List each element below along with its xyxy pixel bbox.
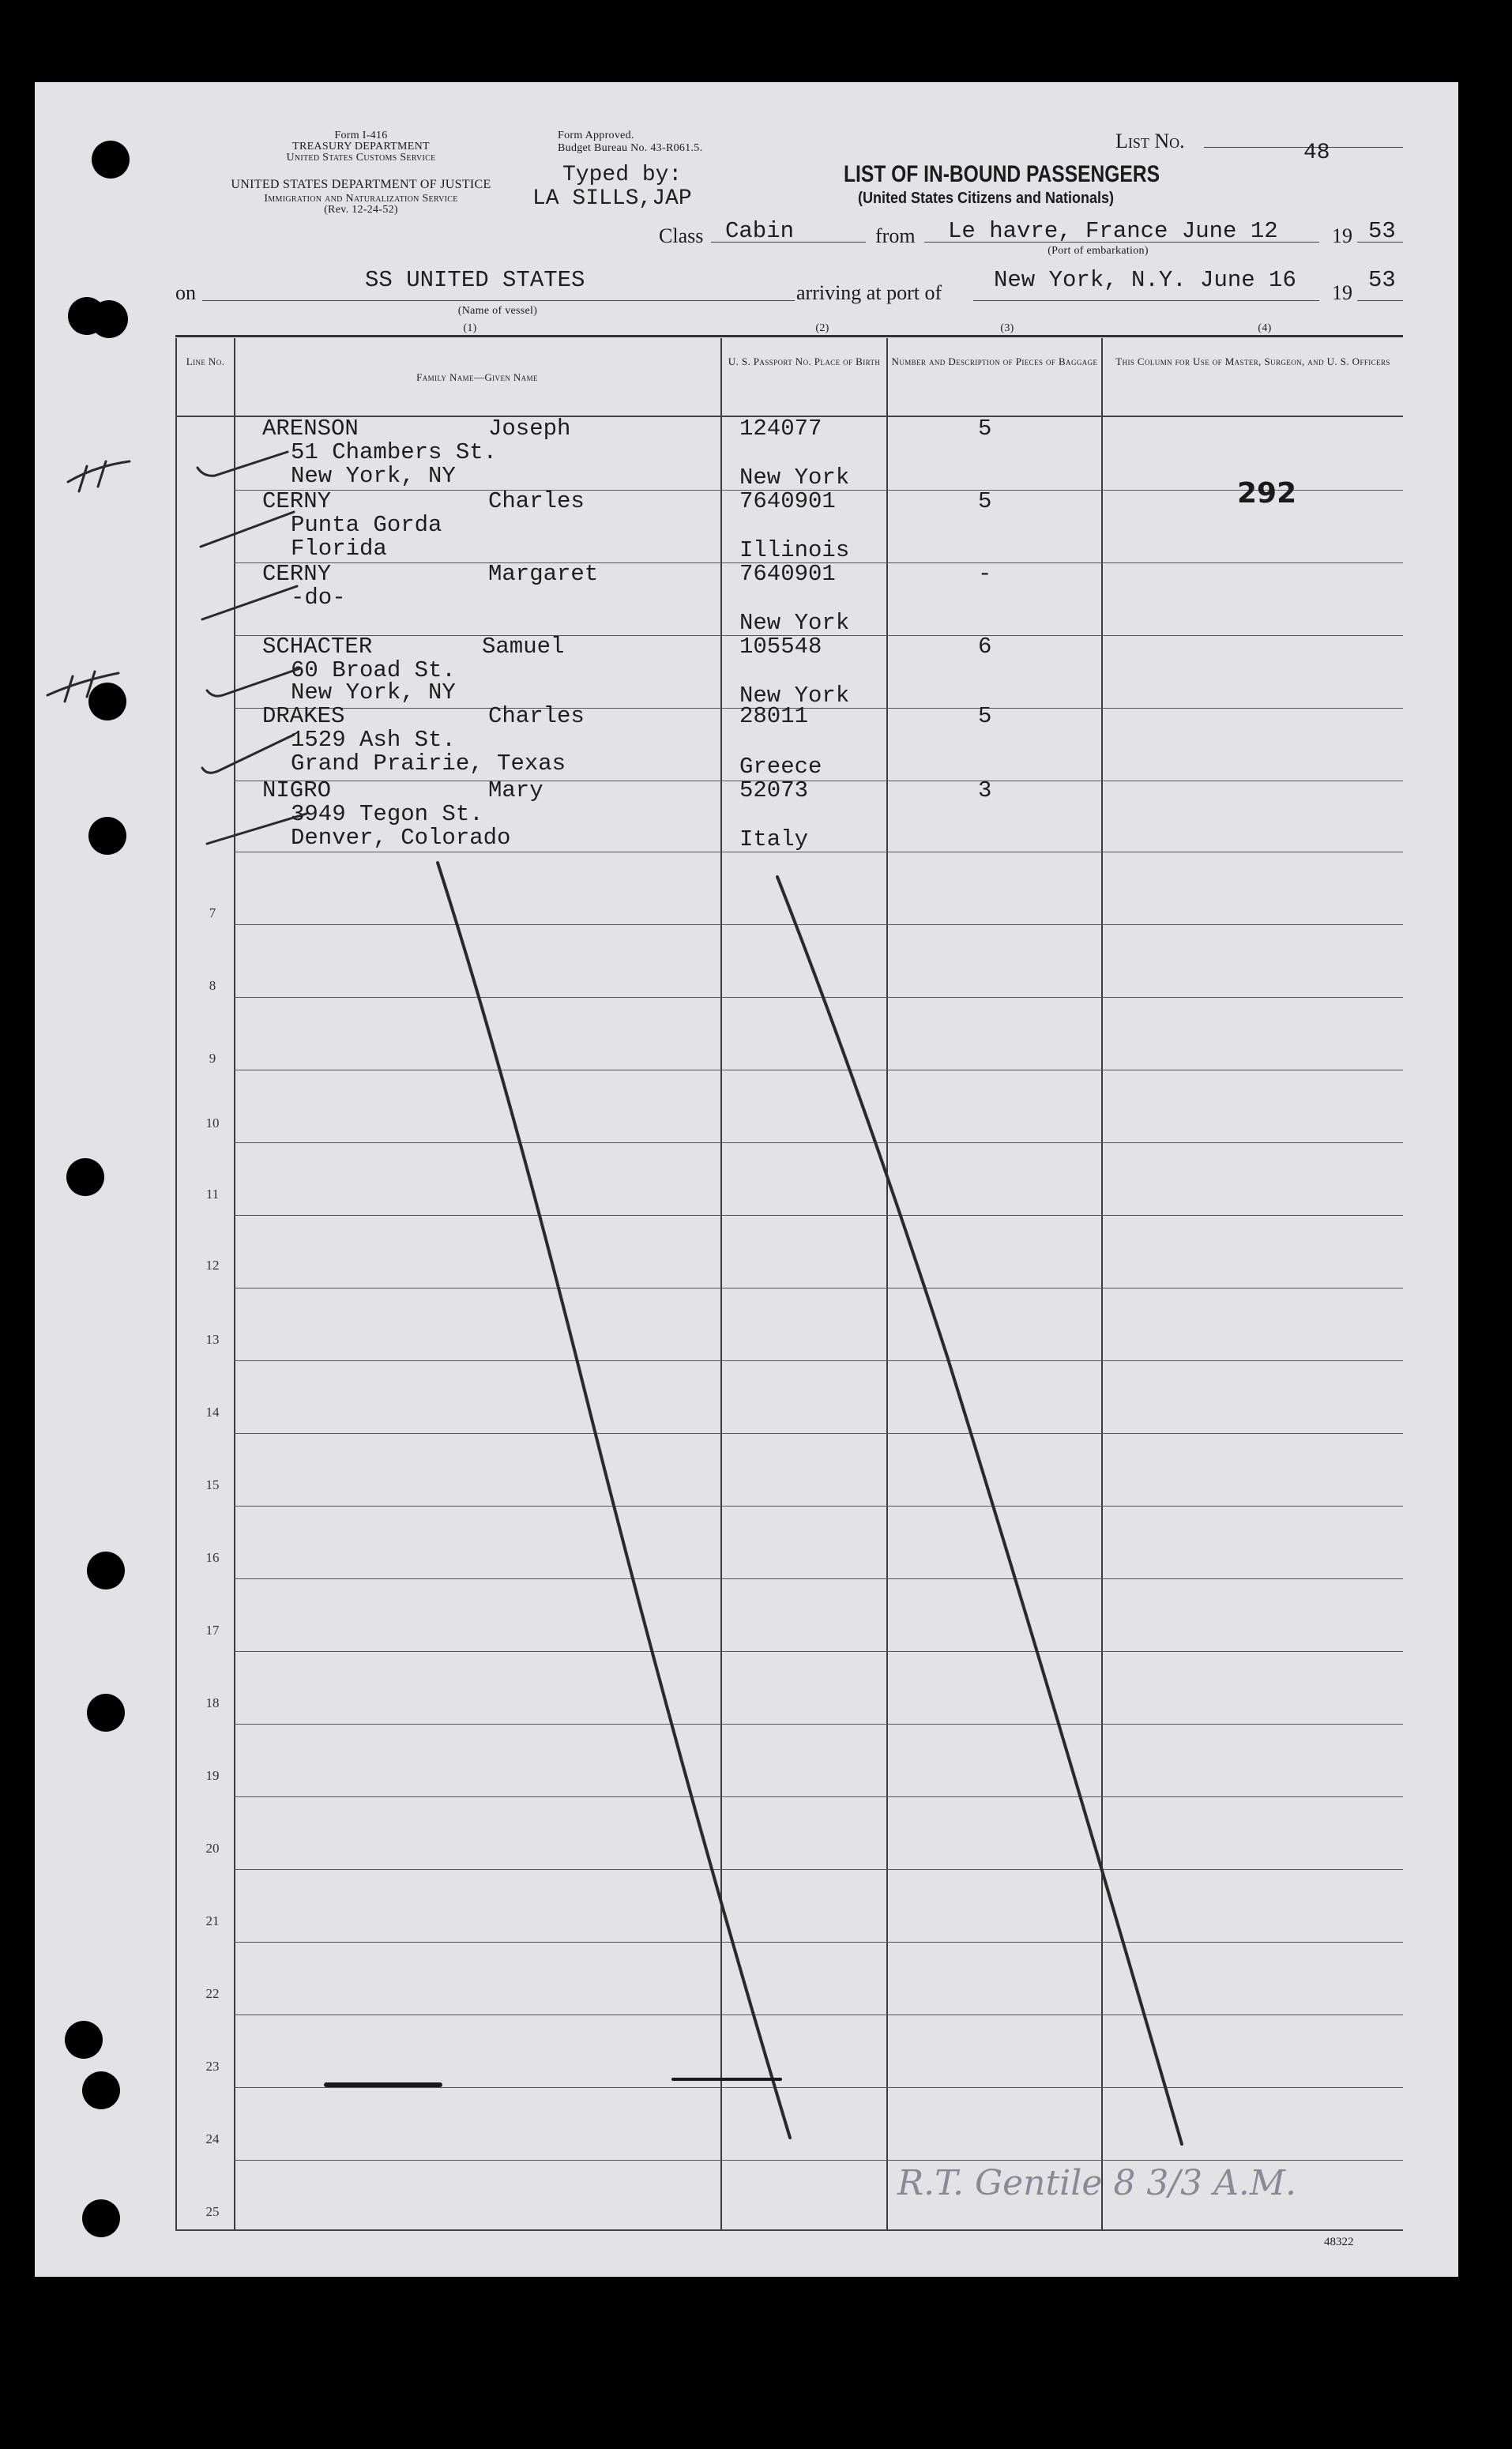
baggage-count: 5 [978, 416, 992, 442]
line-number: 9 [209, 1051, 216, 1066]
row-line [234, 1942, 1403, 1943]
line-number: 8 [209, 978, 216, 993]
passenger-address: 51 Chambers St. [291, 439, 498, 465]
baggage-count: 5 [978, 703, 992, 729]
passenger-family-name: CERNY [262, 488, 332, 514]
line-number: 11 [205, 1187, 220, 1202]
passport-number: 7640901 [739, 488, 836, 514]
passport-number: 7640901 [739, 561, 836, 587]
punch-hole [65, 2021, 103, 2059]
port-embarkation-caption: (Port of embarkation) [1047, 245, 1149, 257]
list-no-value: 48 [1303, 141, 1330, 165]
line-number: 18 [205, 1695, 220, 1710]
baggage-count: - [978, 561, 992, 587]
passenger-address: -do- [291, 585, 346, 611]
baggage-count: 6 [978, 634, 992, 660]
passenger-given-name: Charles [488, 703, 585, 729]
passenger-address: New York, NY [291, 463, 456, 489]
birthplace: New York [739, 465, 850, 491]
from-year: 53 [1368, 218, 1396, 244]
passport-number: 28011 [739, 703, 809, 729]
birthplace: Illinois [739, 537, 850, 563]
arrival-value: New York, N.Y. June 16 [994, 267, 1296, 293]
row-line [234, 2014, 1403, 2015]
on-label: on [175, 281, 196, 304]
col-header-baggage: Number and Description of Pieces of Baggage [891, 356, 1098, 367]
line-number: 16 [205, 1550, 220, 1565]
punch-hole [82, 2199, 120, 2237]
line-number: 15 [205, 1477, 220, 1492]
punch-hole [88, 683, 126, 720]
birthplace: New York [739, 610, 850, 636]
col-number-3: (3) [1000, 322, 1014, 334]
table-top-border [175, 335, 1403, 337]
table-bottom-border [175, 2229, 1403, 2231]
punch-hole [92, 141, 130, 179]
inspector-signature: R.T. Gentile 8 3/3 A.M. [897, 2163, 1296, 2203]
punch-hole [68, 297, 106, 335]
from-value: Le havre, France June 12 [948, 218, 1278, 244]
row-line [234, 1506, 1403, 1507]
col-number-2: (2) [815, 322, 829, 334]
passenger-given-name: Margaret [488, 561, 599, 587]
col-header-name: Family Name—Given Name [416, 371, 538, 383]
passenger-address: 60 Broad St. [291, 657, 456, 683]
arrival-year: 53 [1368, 267, 1396, 293]
form-approved: Form Approved. [558, 130, 634, 141]
passenger-family-name: ARENSON [262, 416, 359, 442]
row-line [234, 1796, 1403, 1797]
arrival-year-prefix: 19 [1332, 281, 1352, 304]
customs-service: United States Customs Service [286, 152, 436, 164]
arrival-year-underline [1357, 300, 1403, 301]
dept-treasury: TREASURY DEPARTMENT [292, 141, 430, 152]
passport-number: 52073 [739, 777, 809, 803]
immigration-service: Immigration and Naturalization Service [264, 193, 458, 205]
form-revision: (Rev. 12-24-52) [324, 204, 398, 216]
baggage-count: 3 [978, 777, 992, 803]
row-line [234, 2087, 1403, 2088]
class-value: Cabin [725, 218, 795, 244]
punch-hole [87, 1552, 125, 1589]
officer-count-mark: 292 [1237, 477, 1297, 510]
passenger-address: New York, NY [291, 679, 456, 705]
row-line [234, 1142, 1403, 1143]
form-footer-code: 48322 [1324, 2236, 1354, 2248]
class-label: Class [659, 224, 704, 247]
line-number: 20 [205, 1841, 220, 1856]
row-line [234, 1724, 1403, 1725]
table-left-border [175, 338, 177, 2229]
line-number: 22 [205, 1986, 220, 2001]
passport-number: 105548 [739, 634, 822, 660]
passenger-address: Denver, Colorado [291, 825, 511, 851]
birthplace: Greece [739, 754, 822, 780]
budget-bureau: Budget Bureau No. 43-R061.5. [558, 142, 703, 154]
vessel-underline [202, 300, 795, 301]
vessel-name: SS UNITED STATES [365, 267, 585, 293]
manifest-page [35, 82, 1458, 2277]
col-header-officers: This Column for Use of Master, Surgeon, and U. S. Officers [1115, 356, 1390, 367]
punch-hole [66, 1158, 104, 1196]
row-line [234, 1433, 1403, 1434]
column-divider [886, 338, 888, 2229]
arriving-label: arriving at port of [796, 281, 942, 304]
passenger-given-name: Samuel [482, 634, 565, 660]
baggage-count: 5 [978, 488, 992, 514]
row-line [234, 924, 1403, 925]
passenger-address: 1529 Ash St. [291, 727, 456, 753]
col-number-1: (1) [463, 322, 477, 334]
passenger-address: Grand Prairie, Texas [291, 750, 566, 777]
line-number: 13 [205, 1332, 220, 1347]
form-number: Form I-416 [334, 130, 388, 141]
col-header-passport: U. S. Passport No. Place of Birth [728, 356, 881, 367]
row-line [234, 997, 1403, 998]
from-label: from [875, 224, 916, 247]
line-number: 12 [205, 1258, 220, 1273]
passenger-family-name: SCHACTER [262, 634, 373, 660]
punch-hole [82, 2071, 120, 2109]
line-number: 10 [205, 1115, 220, 1130]
passport-number: 124077 [739, 416, 822, 442]
col-header-line: Line No. [186, 356, 225, 367]
passenger-family-name: NIGRO [262, 777, 332, 803]
typed-by-value: LA SILLS,JAP [532, 186, 692, 211]
birthplace: New York [739, 683, 850, 709]
row-line [234, 1578, 1403, 1579]
line-number: 25 [205, 2204, 220, 2219]
from-year-prefix: 19 [1332, 224, 1352, 247]
passenger-family-name: CERNY [262, 561, 332, 587]
passenger-given-name: Charles [488, 488, 585, 514]
vessel-caption: (Name of vessel) [457, 305, 538, 317]
column-divider [1101, 338, 1103, 2229]
punch-hole [87, 1694, 125, 1732]
passenger-address: Florida [291, 536, 387, 562]
line-number: 19 [205, 1768, 220, 1783]
passenger-address: Punta Gorda [291, 512, 442, 538]
col-number-4: (4) [1258, 322, 1272, 334]
line-number: 14 [205, 1405, 220, 1420]
typed-by-label: Typed by: [562, 163, 683, 187]
arrival-underline [973, 300, 1319, 301]
dept-justice: UNITED STATES DEPARTMENT OF JUSTICE [231, 178, 491, 191]
row-line [234, 1651, 1403, 1652]
column-divider [720, 338, 722, 2229]
line-number: 24 [205, 2131, 220, 2146]
row-line [234, 2160, 1403, 2161]
line-number: 17 [205, 1623, 220, 1638]
row-line [234, 1360, 1403, 1361]
passenger-family-name: DRAKES [262, 703, 345, 729]
passenger-given-name: Joseph [488, 416, 571, 442]
punch-hole [88, 817, 126, 855]
row-line [234, 1215, 1403, 1216]
line-number: 23 [205, 2059, 220, 2074]
row-line [234, 1869, 1403, 1870]
birthplace: Italy [739, 826, 809, 852]
page-subtitle: (United States Citizens and Nationals) [858, 190, 1115, 207]
page-title: LIST OF IN-BOUND PASSENGERS [844, 161, 1160, 187]
passenger-address: 3949 Tegon St. [291, 801, 483, 827]
column-divider [234, 338, 235, 2229]
line-number: 21 [205, 1913, 220, 1928]
passenger-given-name: Mary [488, 777, 543, 803]
list-no-label: List No. [1115, 130, 1185, 152]
line-number: 7 [209, 905, 216, 920]
